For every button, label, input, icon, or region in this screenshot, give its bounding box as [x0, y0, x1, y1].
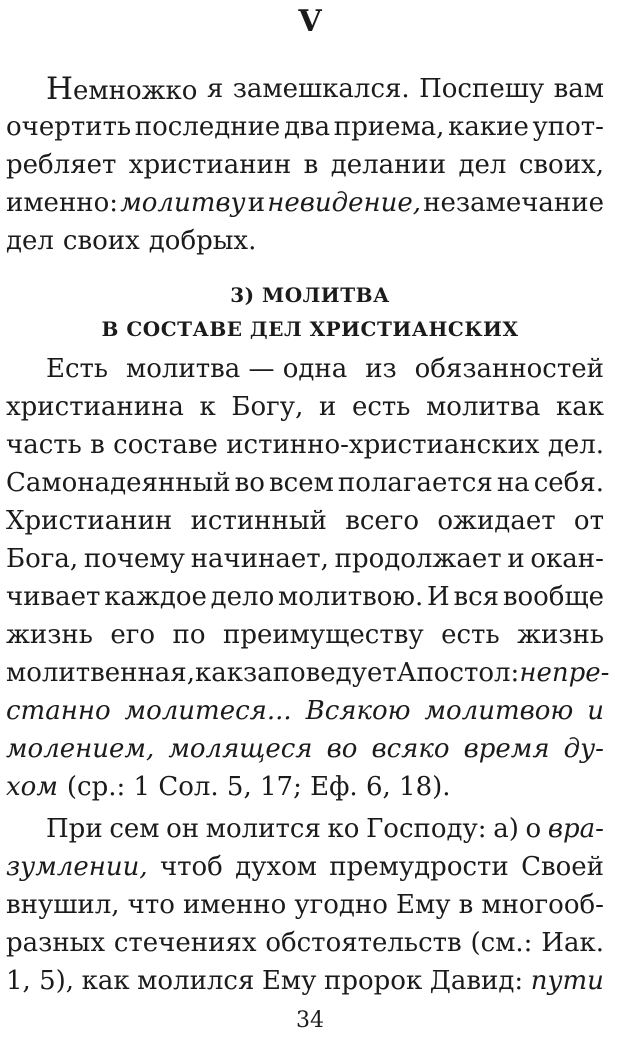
paragraph-2-line-4 — [6, 466, 604, 500]
italic-word: пути — [530, 966, 604, 996]
word: разных — [6, 928, 106, 958]
italic-word: молитву — [120, 188, 246, 218]
paragraph-2-line-1 — [46, 352, 604, 386]
word: жизнь — [517, 620, 604, 650]
word: истинно-христианских — [226, 430, 540, 460]
word: обязанностей — [414, 354, 604, 384]
word: какие — [448, 112, 529, 142]
word: ожидает — [437, 506, 556, 536]
word: всем — [269, 468, 334, 498]
section-heading-line-2: В СОСТАВЕ ДЕЛ ХРИСТИАНСКИХ — [101, 317, 519, 341]
italic-word: зумлении, — [6, 852, 148, 882]
word: в — [458, 890, 474, 920]
word: Своей — [521, 852, 604, 882]
word: молитва — [426, 392, 541, 422]
word: делании — [330, 150, 447, 180]
word: вам — [553, 74, 604, 104]
word: молитва — одна — [126, 354, 348, 384]
italic-word: молящеся — [168, 734, 313, 764]
word: Ему — [261, 966, 317, 996]
word: преимуществу — [222, 620, 424, 650]
paragraph-3-line-3 — [6, 888, 604, 922]
word: каждое — [104, 582, 207, 612]
word: обстоятельств — [265, 928, 462, 958]
paragraph-2-line-11 — [6, 732, 604, 766]
paragraph-3-line-1 — [46, 812, 604, 846]
word: 1, 5), — [6, 966, 75, 996]
word: жизнь — [6, 620, 93, 650]
word: полагается — [337, 468, 493, 498]
word: приема, — [333, 112, 445, 142]
italic-word: станно — [6, 696, 111, 726]
word: Есть — [46, 354, 109, 384]
paragraph-2-line-2 — [6, 390, 604, 424]
italic-word: всяко — [371, 734, 450, 764]
word: Немножко — [46, 71, 198, 107]
paragraph-2-line-9 — [6, 656, 610, 690]
word: невидение, — [267, 188, 422, 218]
word: Самонадеянный — [6, 468, 231, 498]
word: христианина — [6, 392, 184, 422]
word: заповедует — [242, 658, 397, 688]
word: христианин — [128, 150, 292, 180]
word: вообще — [502, 582, 604, 612]
word: упот- — [532, 112, 604, 142]
word: своих, — [518, 150, 604, 180]
word: дело — [210, 582, 275, 612]
italic-word: непре- — [519, 658, 610, 688]
word: часть — [6, 430, 82, 460]
word: духом — [235, 852, 317, 882]
paragraph-2-line-10 — [6, 694, 604, 728]
paragraph-1-line-3 — [6, 148, 604, 182]
word: замешкался. — [232, 74, 410, 104]
paragraph-2-line-5 — [6, 504, 604, 538]
drop-initial: Н — [46, 71, 74, 107]
word: Богу, — [231, 392, 304, 422]
word: как — [194, 658, 243, 688]
word: два — [283, 112, 331, 142]
word: из — [365, 354, 397, 384]
word: Поспешу — [419, 74, 545, 104]
word: о — [525, 814, 542, 844]
word: Бога, — [6, 544, 79, 574]
word: пророк — [324, 966, 423, 996]
paragraph-1-line-4 — [6, 186, 604, 220]
word: именно — [182, 890, 287, 920]
bible-reference: (ср.: 1 Сол. 5, 17; Еф. 6, 18). — [66, 772, 451, 802]
word: к — [199, 392, 216, 422]
word: дел. — [547, 430, 604, 460]
word: последние — [134, 112, 281, 142]
word: во — [234, 468, 265, 498]
word: молитвенная, — [6, 658, 195, 688]
paragraph-3-line-5 — [6, 964, 604, 998]
word: чтоб — [159, 852, 223, 882]
word: на — [496, 468, 530, 498]
paragraph-1-line-1 — [46, 72, 604, 108]
paragraph-2-line-3 — [6, 428, 604, 462]
word: есть — [441, 620, 500, 650]
section-heading-line-1: 3) МОЛИТВА — [230, 283, 390, 307]
page-number: 34 — [296, 1008, 324, 1033]
paragraph-2-line-12 — [6, 770, 604, 804]
italic-word: молением, — [6, 734, 155, 764]
italic-word: ду- — [563, 734, 604, 764]
word: Ему — [396, 890, 451, 920]
word: что — [127, 890, 175, 920]
paragraph-2-line-6 — [6, 542, 604, 576]
italic-word: вра- — [547, 814, 604, 844]
word: Давид: — [429, 966, 524, 996]
word: Иак. — [541, 928, 604, 958]
italic-word: и — [587, 696, 604, 726]
word: истинный — [190, 506, 327, 536]
chapter-numeral: V — [298, 4, 322, 39]
word: я — [206, 74, 224, 104]
word: молитвою. — [277, 582, 424, 612]
word: дел — [458, 150, 507, 180]
word: стечениях — [113, 928, 257, 958]
word: Христианин — [6, 506, 173, 536]
word: ребляет — [6, 150, 117, 180]
word: есть — [351, 392, 411, 422]
word: очертить — [6, 112, 132, 142]
italic-word: молитеся... — [124, 696, 292, 726]
word: продолжает — [334, 544, 502, 574]
word: в — [90, 430, 105, 460]
word: по — [172, 620, 206, 650]
word: именно: — [6, 188, 119, 218]
paragraph-3-line-4 — [6, 926, 604, 960]
word: добрых. — [148, 226, 257, 256]
word: себя. — [533, 468, 604, 498]
italic-word: время — [463, 734, 550, 764]
word: (см.: — [470, 928, 533, 958]
word: а) — [493, 814, 519, 844]
word: и — [247, 188, 266, 218]
paragraph-1-line-2 — [6, 110, 604, 144]
word: сем — [109, 814, 160, 844]
word: своих — [62, 226, 140, 256]
word: как — [81, 966, 130, 996]
word: всего — [345, 506, 420, 536]
word: его — [110, 620, 156, 650]
word: и — [507, 544, 525, 574]
word: и — [318, 392, 337, 422]
word: почему — [83, 544, 185, 574]
word: начинает, — [190, 544, 329, 574]
word: премудрости — [329, 852, 509, 882]
paragraph-3-line-2 — [6, 850, 604, 884]
word: незамечание — [423, 188, 604, 218]
word: чивает — [6, 582, 101, 612]
italic-word: молитвою — [424, 696, 574, 726]
word: ко — [327, 814, 360, 844]
paragraph-1-line-5 — [6, 224, 604, 258]
italic-word: Всякою — [305, 696, 411, 726]
word: дел — [6, 226, 54, 256]
word: многооб- — [481, 890, 604, 920]
word: угодно — [294, 890, 388, 920]
word: молится — [205, 814, 321, 844]
italic-word: хом — [6, 772, 58, 802]
word: как — [555, 392, 604, 422]
word: вся — [453, 582, 500, 612]
italic-word: во — [326, 734, 358, 764]
word: внушил, — [6, 890, 120, 920]
word: Господу: — [366, 814, 487, 844]
word: молился — [137, 966, 255, 996]
paragraph-2-line-7 — [6, 580, 604, 614]
word: он — [166, 814, 200, 844]
word: от — [573, 506, 604, 536]
word: При — [46, 814, 103, 844]
word: И — [427, 582, 450, 612]
paragraph-2-line-8 — [6, 618, 604, 652]
word: Апостол: — [396, 658, 520, 688]
word: окан- — [530, 544, 604, 574]
word: в — [303, 150, 319, 180]
word: составе — [113, 430, 218, 460]
